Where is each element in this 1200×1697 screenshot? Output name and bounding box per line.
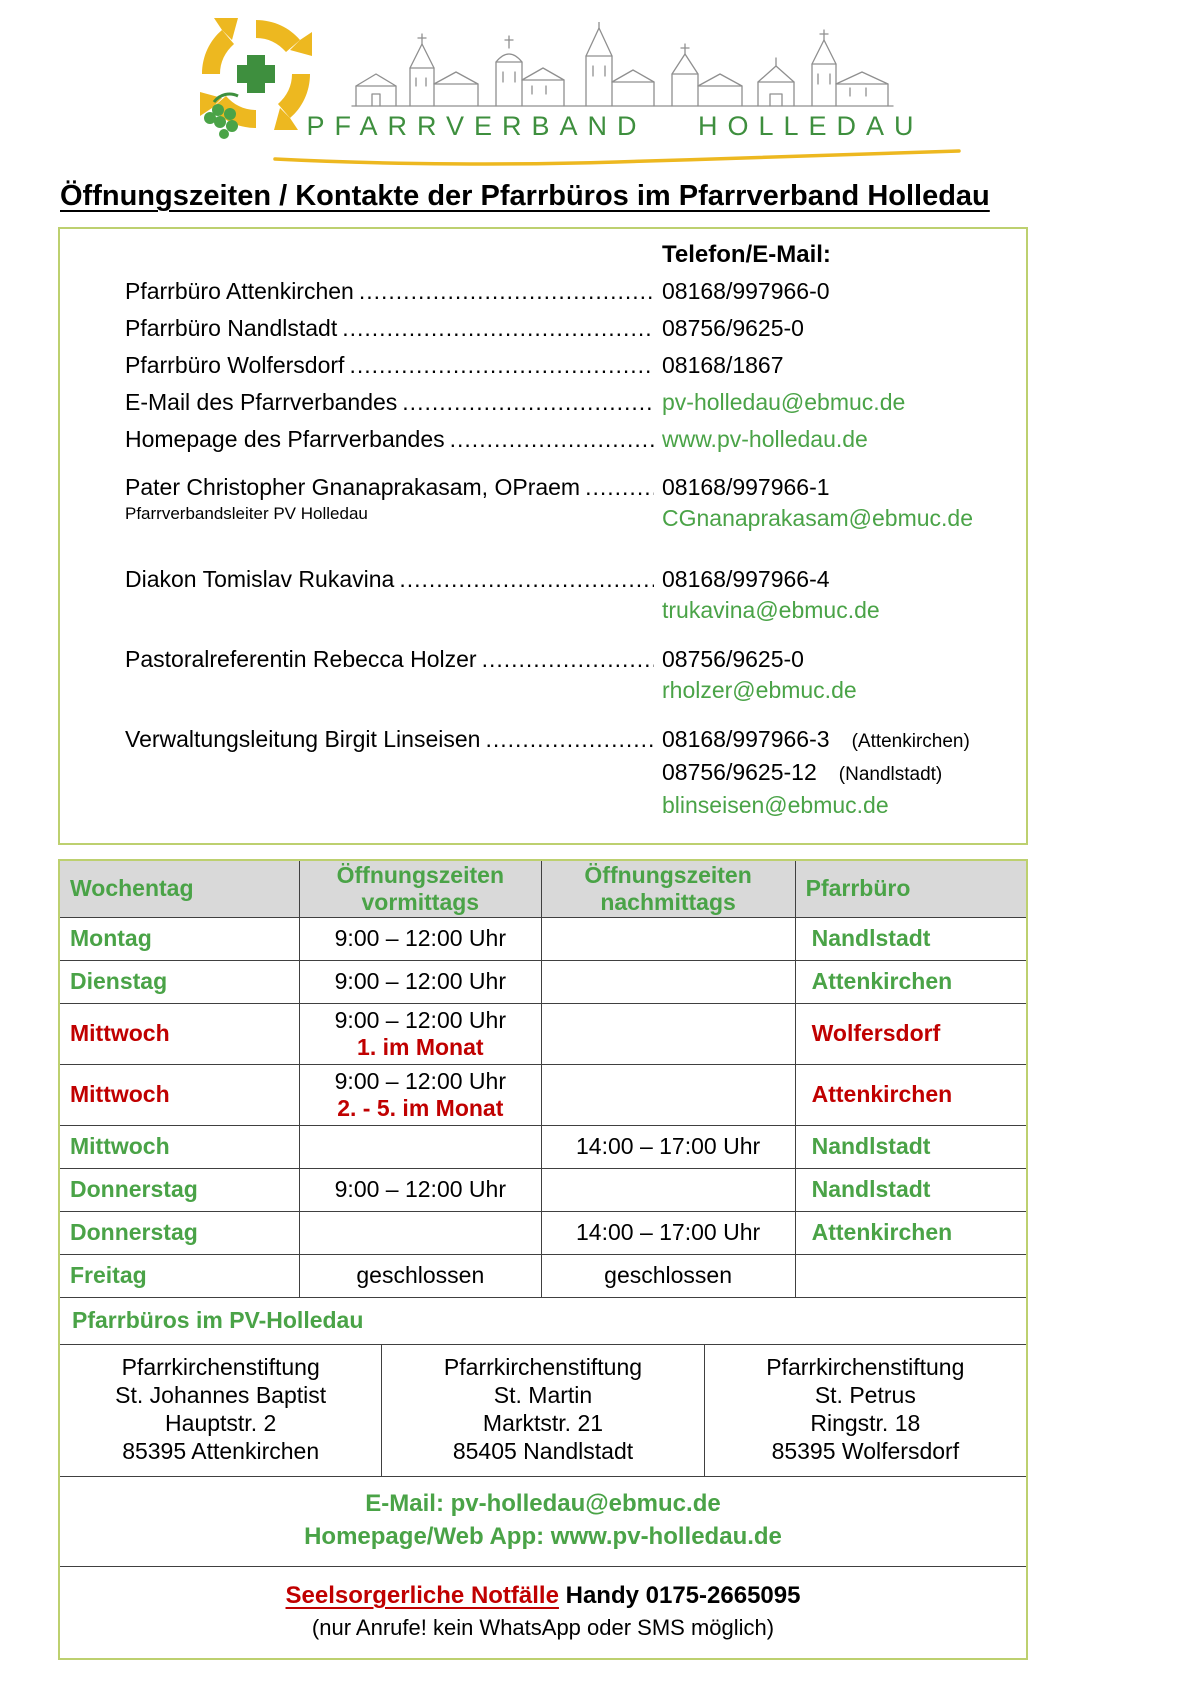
homepage-line[interactable]: Homepage/Web App: www.pv-holledau.de: [304, 1523, 782, 1550]
contact-email-link[interactable]: trukavina@ebmuc.de: [662, 597, 880, 623]
contact-label: Pfarrbüro Wolfersdorf: [125, 352, 345, 378]
contact-phone: 08168/997966-4: [662, 566, 830, 592]
contact-row: [125, 564, 1008, 626]
table-row: [60, 1125, 1026, 1168]
afternoon-hours-cell: 14:00 – 17:00 Uhr: [541, 1125, 795, 1168]
week-of-month-note: 2. - 5. im Monat: [337, 1094, 504, 1121]
weekday-cell: Donnerstag: [60, 1211, 300, 1254]
contact-label: Verwaltungsleitung Birgit Linseisen: [125, 726, 481, 752]
contact-row: [125, 421, 1008, 458]
emergency-label: Seelsorgerliche Notfälle: [285, 1582, 559, 1609]
table-row: [60, 960, 1026, 1003]
contact-row: [125, 273, 1008, 310]
contact-phone: 08168/997966-0: [662, 278, 830, 304]
contact-row: [125, 347, 1008, 384]
contact-row: [125, 310, 1008, 347]
weekday-cell: Mittwoch: [60, 1003, 300, 1064]
opening-hours-table: [60, 861, 1026, 1297]
office-org: Pfarrkirchenstiftung: [766, 1354, 965, 1380]
contact-email-link[interactable]: rholzer@ebmuc.de: [662, 677, 857, 703]
office-parish: St. Johannes Baptist: [115, 1382, 327, 1408]
office-addresses: [60, 1344, 1026, 1476]
contact-phone: 08756/9625-12: [662, 759, 817, 785]
contact-label: Pater Christopher Gnanaprakasam, OPraem: [125, 474, 581, 500]
dot-leader: [450, 421, 654, 458]
contact-row: [125, 384, 1008, 421]
weekday-cell: Dienstag: [60, 960, 300, 1003]
morning-hours-cell: geschlossen: [300, 1254, 542, 1297]
office-cell: Attenkirchen: [795, 960, 1026, 1003]
afternoon-hours-cell: [541, 1003, 795, 1064]
weekday-cell: Freitag: [60, 1254, 300, 1297]
afternoon-hours-cell: [541, 917, 795, 960]
contact-row: [125, 644, 1008, 706]
office-org: Pfarrkirchenstiftung: [121, 1354, 320, 1380]
col-header-wochentag: Wochentag: [60, 861, 300, 917]
dot-leader: [485, 724, 654, 755]
office-street: Hauptstr. 2: [165, 1410, 277, 1436]
office-address-attenkirchen: [60, 1345, 381, 1476]
contact-email-link[interactable]: blinseisen@ebmuc.de: [662, 792, 889, 818]
morning-hours-cell: 9:00 – 12:00 Uhr 1. im Monat: [300, 1003, 542, 1064]
afternoon-hours-cell: 14:00 – 17:00 Uhr: [541, 1211, 795, 1254]
contact-label: Homepage des Pfarrverbandes: [125, 426, 445, 452]
office-city: 85405 Nandlstadt: [452, 1438, 634, 1464]
afternoon-hours-cell: geschlossen: [541, 1254, 795, 1297]
dot-leader: [342, 310, 654, 347]
afternoon-hours-cell: [541, 1064, 795, 1125]
morning-hours-cell: [300, 1125, 542, 1168]
contact-label: Diakon Tomislav Rukavina: [125, 566, 395, 592]
contact-links-block: [60, 1476, 1026, 1566]
dot-leader: [402, 384, 654, 421]
contact-row: [125, 472, 1008, 534]
contact-phone: 08756/9625-0: [662, 646, 804, 672]
table-row: [60, 1168, 1026, 1211]
contacts-box: [58, 227, 1028, 845]
office-cell: Attenkirchen: [795, 1211, 1026, 1254]
email-line[interactable]: E-Mail: pv-holledau@ebmuc.de: [365, 1490, 721, 1517]
dot-leader: [399, 564, 654, 595]
morning-hours-cell: [300, 1211, 542, 1254]
dot-leader: [482, 644, 654, 675]
morning-hours-cell: 9:00 – 12:00 Uhr: [300, 1168, 542, 1211]
office-org: Pfarrkirchenstiftung: [443, 1354, 643, 1380]
morning-hours-cell: 9:00 – 12:00 Uhr: [300, 960, 542, 1003]
emergency-phone: Handy 0175-2665095: [565, 1582, 801, 1609]
phone-location-note: (Nandlstadt): [838, 764, 943, 785]
contact-label: Pastoralreferentin Rebecca Holzer: [125, 646, 477, 672]
office-address-wolfersdorf: [704, 1345, 1026, 1476]
emergency-note: (nur Anrufe! kein WhatsApp oder SMS möglich): [311, 1615, 775, 1640]
dot-leader: [585, 472, 654, 503]
table-header-row: [60, 861, 1026, 917]
homepage-link[interactable]: www.pv-holledau.de: [662, 426, 868, 452]
office-cell: Nandlstadt: [795, 917, 1026, 960]
office-street: Marktstr. 21: [482, 1410, 604, 1436]
afternoon-hours-cell: [541, 960, 795, 1003]
week-of-month-note: 1. im Monat: [357, 1033, 484, 1060]
office-parish: St. Martin: [493, 1382, 593, 1408]
logo-header: [50, 8, 1150, 168]
contact-label: Pfarrbüro Nandlstadt: [125, 315, 338, 341]
office-cell: Nandlstadt: [795, 1168, 1026, 1211]
weekday-cell: Mittwoch: [60, 1064, 300, 1125]
office-parish: St. Petrus: [814, 1382, 916, 1408]
weekday-cell: Montag: [60, 917, 300, 960]
contact-phone: 08168/997966-3: [662, 726, 830, 752]
table-row: [60, 1254, 1026, 1297]
contact-phone: 08756/9625-0: [662, 315, 804, 341]
contact-row: [125, 724, 1008, 821]
contact-phone: 08168/997966-1: [662, 474, 830, 500]
office-city: 85395 Attenkirchen: [122, 1438, 320, 1464]
weekday-cell: Donnerstag: [60, 1168, 300, 1211]
afternoon-hours-cell: [541, 1168, 795, 1211]
col-header-vormittags: Öffnungszeiten vormittags: [300, 861, 542, 917]
logo-underline-swoosh: [272, 148, 962, 166]
contacts-column-header: Telefon/E-Mail:: [662, 241, 831, 268]
contact-label: Pfarrbüro Attenkirchen: [125, 278, 354, 304]
contact-email-link[interactable]: pv-holledau@ebmuc.de: [662, 389, 906, 415]
office-address-nandlstadt: [381, 1345, 703, 1476]
offices-heading: Pfarrbüros im PV-Holledau: [60, 1297, 1026, 1344]
office-cell: Wolfersdorf: [795, 1003, 1026, 1064]
office-city: 85395 Wolfersdorf: [771, 1438, 960, 1464]
table-row: [60, 1003, 1026, 1064]
contact-role: Pfarrverbandsleiter PV Holledau: [125, 504, 368, 523]
schedule-and-offices-box: [58, 859, 1028, 1660]
churches-sketch-image: [350, 22, 895, 110]
contact-label: E-Mail des Pfarrverbandes: [125, 389, 398, 415]
contact-email-link[interactable]: CGnanaprakasam@ebmuc.de: [662, 505, 974, 531]
page-title: Öffnungszeiten / Kontakte der Pfarrbüros im Pfarrverband Holledau: [60, 180, 990, 212]
office-cell: [795, 1254, 1026, 1297]
office-cell: Nandlstadt: [795, 1125, 1026, 1168]
emergency-block: [60, 1566, 1026, 1658]
morning-hours-cell: 9:00 – 12:00 Uhr: [300, 917, 542, 960]
office-street: Ringstr. 18: [810, 1410, 921, 1436]
table-row: [60, 1064, 1026, 1125]
phone-location-note: (Attenkirchen): [851, 731, 970, 752]
col-header-pfarrbuero: Pfarrbüro: [795, 861, 1026, 917]
morning-hours-cell: 9:00 – 12:00 Uhr 2. - 5. im Monat: [300, 1064, 542, 1125]
table-row: [60, 1211, 1026, 1254]
weekday-cell: Mittwoch: [60, 1125, 300, 1168]
dot-leader: [359, 273, 654, 310]
contact-phone: 08168/1867: [662, 352, 784, 378]
dot-leader: [349, 347, 654, 384]
col-header-nachmittags: Öffnungszeiten nachmittags: [541, 861, 795, 917]
table-row: [60, 917, 1026, 960]
office-cell: Attenkirchen: [795, 1064, 1026, 1125]
org-name: PFARRVERBAND HOLLEDAU: [306, 111, 924, 141]
